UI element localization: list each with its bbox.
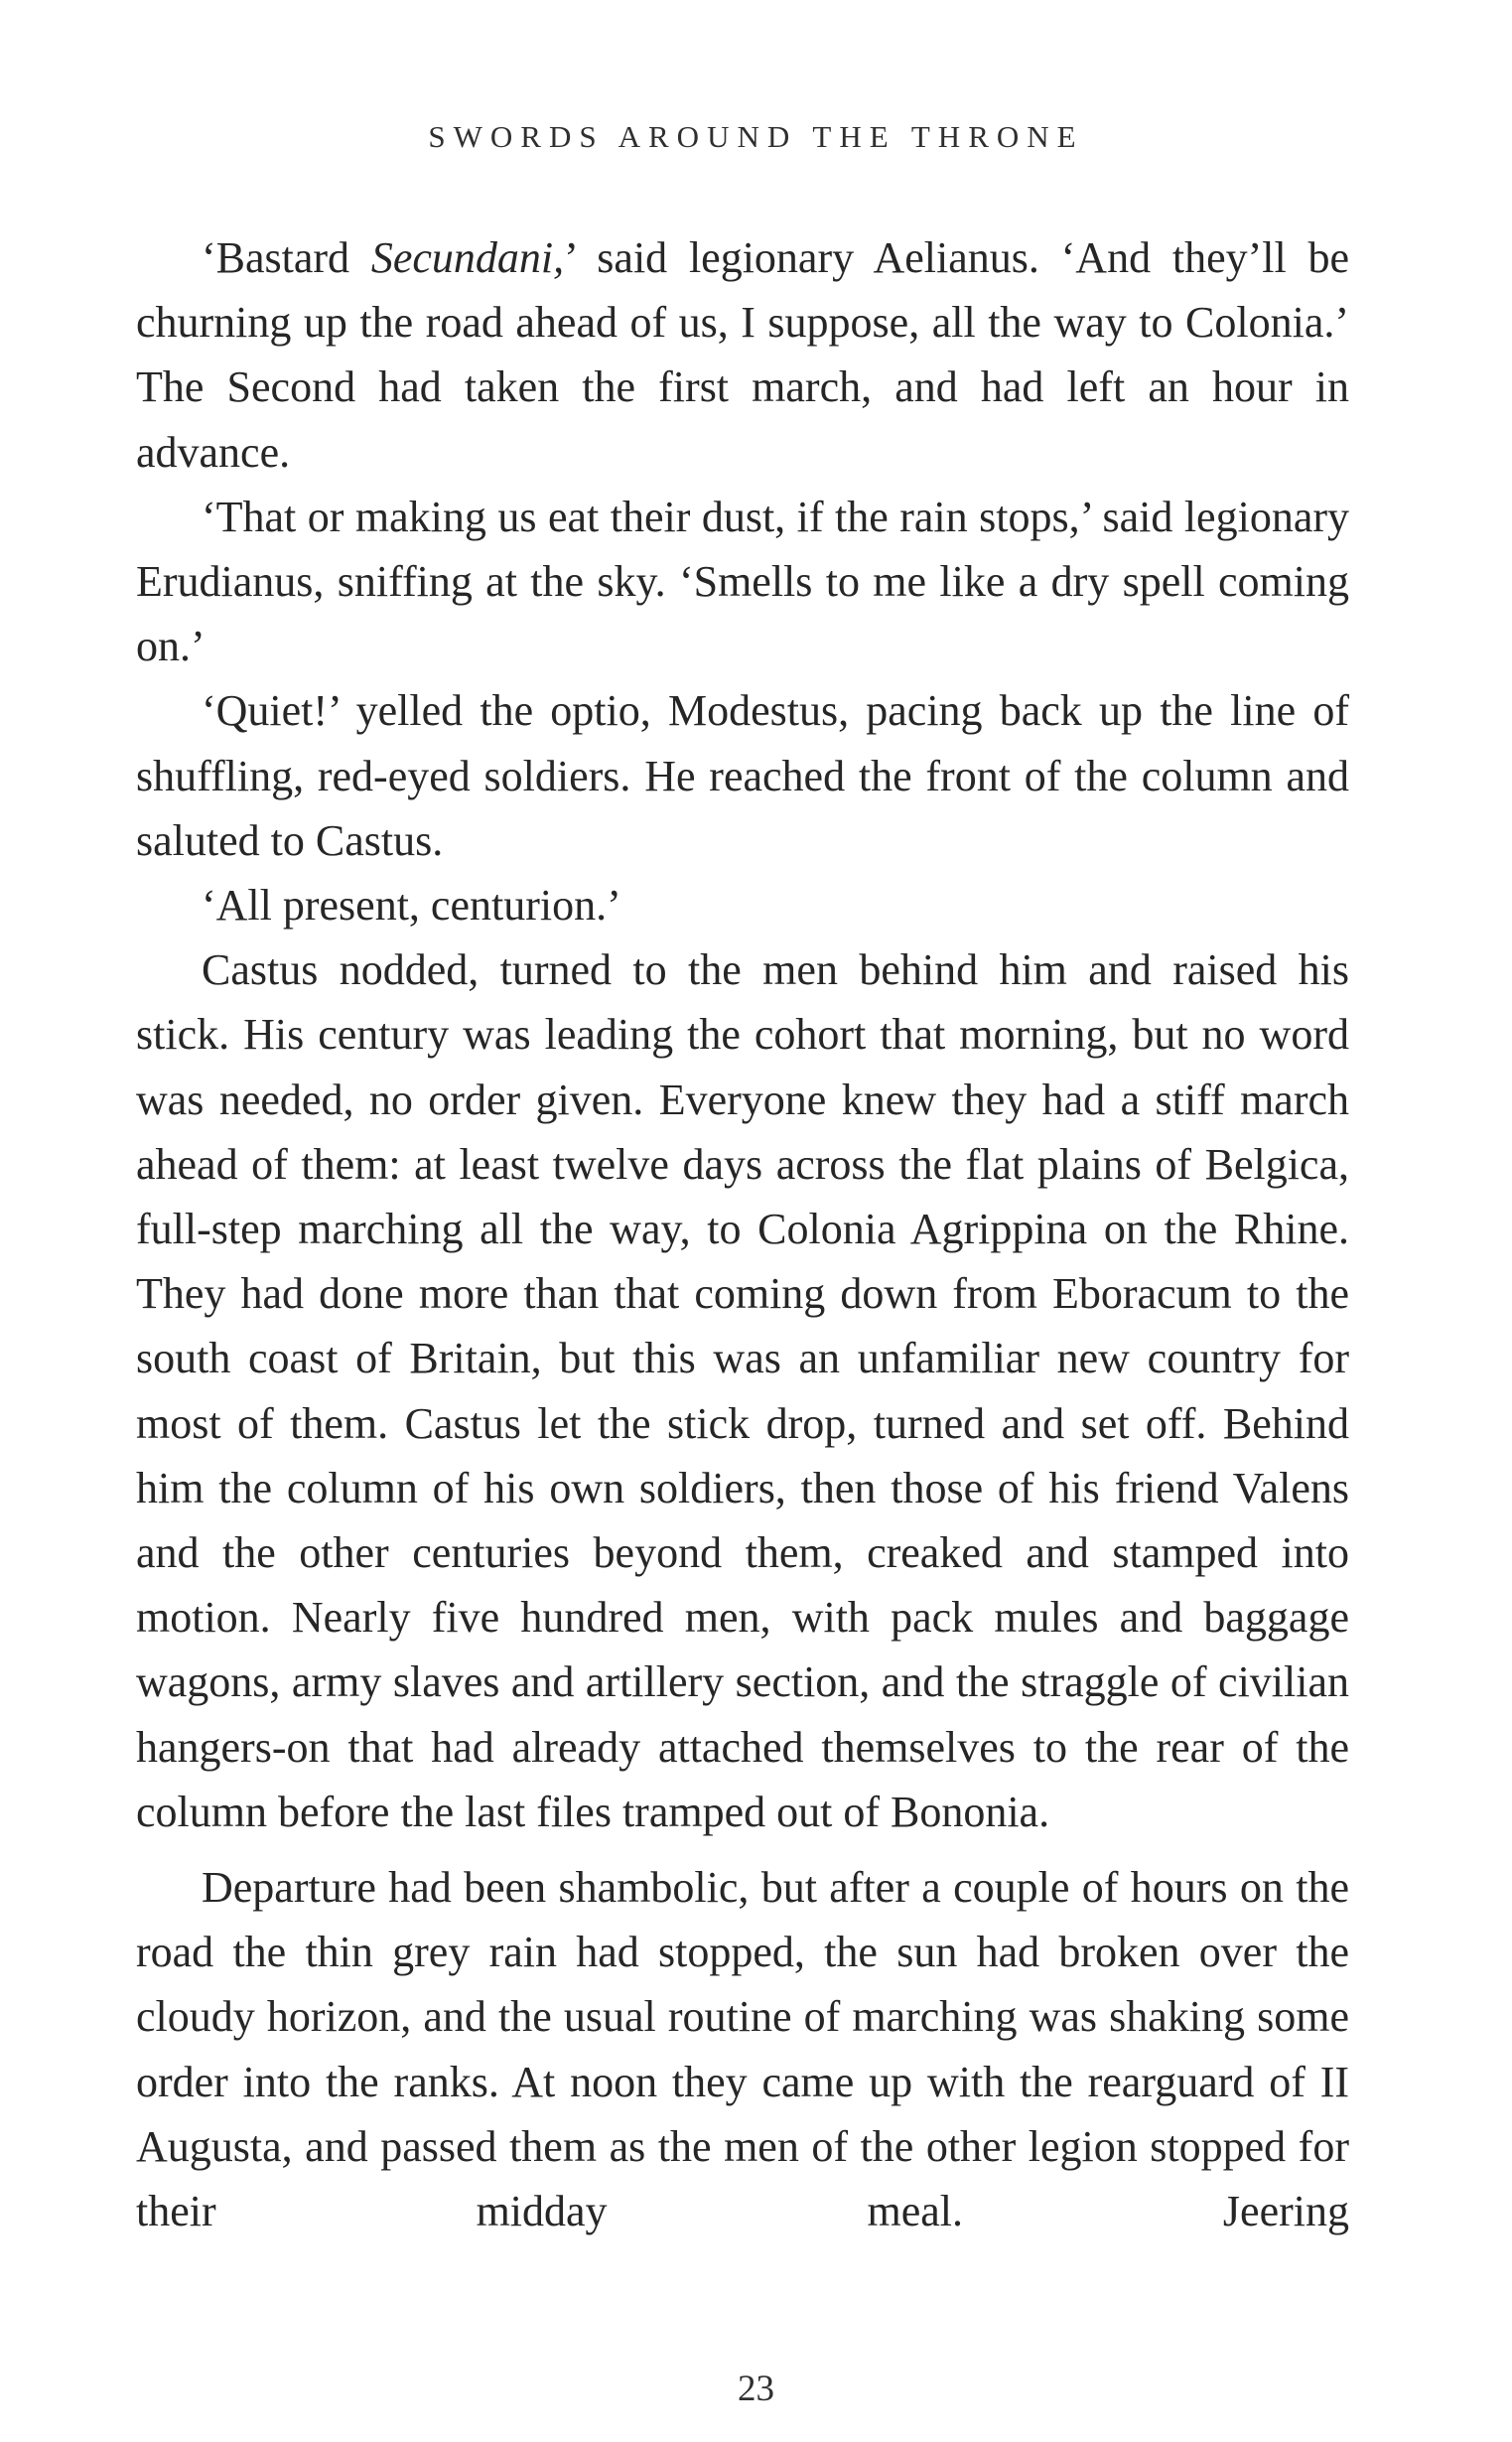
paragraph-4: ‘All present, centurion.’ <box>202 881 621 931</box>
paragraph-2: ‘That or making us eat their dust, if the rain stops,’ said legionary Erudianus, sniffing at the sky. ‘Smells to me like a dry spell coming on.’ <box>136 492 1349 671</box>
paragraph-1-rest: ’ said legionary Aelianus. ‘And they’ll be churning up the road ahead of us, I suppose, all the way to Colonia.’ The Second had taken the first march, and had left an hour in advance. <box>136 233 1350 477</box>
paragraph-5: Castus nodded, turned to the men behind him and raised his stick. His century was leading the cohort that morning, but no word was needed, no order given. Everyone knew they had a stiff march ahead of them: at least twelve days across the flat plains of Belgica, full-step marching all the way, to Colonia Agrippina on the Rhine. They had done more than that coming down from Eboracum to the south coast of Britain, but this was an unfamiliar new country for most of them. Castus let the stick drop, turned and set off. Behind him the column of his own soldiers, then those of his friend Valens and the other centuries beyond them, creaked and stamped into motion. Nearly five hundred men, with pack mules and baggage wagons, army slaves and artillery section, and the straggle of civilian hangers-on that had already attached themselves to the rear of the column before the last files tramped out of Bononia. <box>136 945 1349 1836</box>
running-head: SWORDS AROUND THE THRONE <box>428 119 1084 154</box>
paragraph-1 <box>136 225 1349 485</box>
page-number: 23 <box>738 2369 774 2409</box>
paragraph-3: ‘Quiet!’ yelled the optio, Modestus, pacing back up the line of shuffling, red-eyed soldiers. He reached the front of the column and saluted to Castus. <box>136 686 1349 865</box>
paragraph-1-lead: ‘Bastard <box>202 233 371 282</box>
paragraph-1-italic: Secundani, <box>370 233 565 282</box>
body-text <box>136 225 1349 2243</box>
paragraph-6: Departure had been shambolic, but after a couple of hours on the road the thin grey rain had stopped, the sun had broken over the cloudy horizon, and the usual routine of marching was shaking some order into the ranks. At noon they came up with the rearguard of II Augusta, and passed them as the men of the other legion stopped for their midday meal. Jeering <box>136 1863 1349 2236</box>
